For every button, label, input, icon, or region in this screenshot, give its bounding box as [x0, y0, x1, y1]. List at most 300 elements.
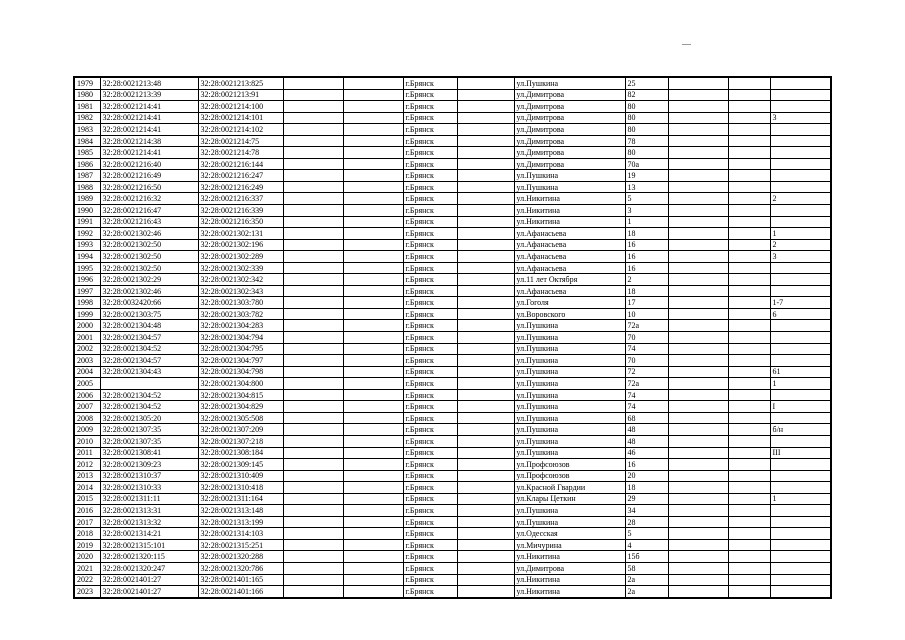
house-number-cell: 48 — [625, 424, 668, 436]
table-row — [74, 528, 831, 540]
cadastral-number-cell: 32:28:0021304:815 — [198, 389, 283, 401]
apartment-cell — [770, 482, 831, 494]
empty-cell — [668, 262, 728, 274]
cadastral-number-cell: 32:28:0021304:797 — [198, 355, 283, 367]
street-cell: ул.Димитрова — [514, 112, 625, 124]
empty-cell — [343, 355, 403, 367]
table-row — [74, 112, 831, 124]
house-number-cell: 18 — [625, 228, 668, 240]
row-number-cell: 1985 — [74, 147, 100, 159]
cadastral-number-cell: 32:28:0021309:145 — [198, 459, 283, 471]
empty-cell — [728, 135, 770, 147]
empty-cell — [668, 562, 728, 574]
street-cell: ул.Воровского — [514, 308, 625, 320]
empty-cell — [728, 435, 770, 447]
empty-cell — [668, 205, 728, 217]
empty-cell — [283, 124, 343, 136]
apartment-cell: 1-7 — [770, 297, 831, 309]
street-cell: ул.Гоголя — [514, 297, 625, 309]
empty-cell — [668, 412, 728, 424]
table-row — [74, 493, 831, 505]
empty-cell — [668, 493, 728, 505]
city-cell: г.Брянск — [403, 205, 457, 217]
empty-cell — [343, 366, 403, 378]
empty-cell — [457, 251, 514, 263]
empty-cell — [343, 147, 403, 159]
empty-cell — [457, 193, 514, 205]
empty-cell — [283, 308, 343, 320]
row-number-cell: 1982 — [74, 112, 100, 124]
empty-cell — [728, 389, 770, 401]
empty-cell — [668, 516, 728, 528]
empty-cell — [668, 366, 728, 378]
table-row — [74, 205, 831, 217]
empty-cell — [283, 447, 343, 459]
cadastral-block-cell: 32:28:0021216:40 — [100, 158, 198, 170]
street-cell: ул.Пушкина — [514, 447, 625, 459]
cadastral-number-cell: 32:28:0021308:184 — [198, 447, 283, 459]
city-cell: г.Брянск — [403, 251, 457, 263]
cadastral-number-cell: 32:28:0021401:165 — [198, 574, 283, 586]
empty-cell — [283, 147, 343, 159]
house-number-cell: 19 — [625, 170, 668, 182]
empty-cell — [457, 308, 514, 320]
cadastral-block-cell: 32:28:0021315:101 — [100, 539, 198, 551]
apartment-cell: I — [770, 401, 831, 413]
cadastral-number-cell: 32:28:0021216:247 — [198, 170, 283, 182]
table-row — [74, 239, 831, 251]
empty-cell — [343, 320, 403, 332]
empty-cell — [668, 539, 728, 551]
table-row — [74, 77, 831, 89]
cadastral-number-cell: 32:28:0021303:782 — [198, 308, 283, 320]
empty-cell — [343, 435, 403, 447]
street-cell: ул.Пушкина — [514, 401, 625, 413]
empty-cell — [343, 539, 403, 551]
table-row — [74, 285, 831, 297]
table-row — [74, 297, 831, 309]
row-number-cell: 1987 — [74, 170, 100, 182]
table-row — [74, 147, 831, 159]
street-cell: ул.Димитрова — [514, 158, 625, 170]
empty-cell — [668, 239, 728, 251]
cadastral-block-cell: 32:28:0021216:50 — [100, 181, 198, 193]
empty-cell — [283, 170, 343, 182]
empty-cell — [343, 262, 403, 274]
empty-cell — [283, 586, 343, 598]
cadastral-number-cell: 32:28:0021213:825 — [198, 77, 283, 89]
cadastral-block-cell: 32:28:0021304:52 — [100, 389, 198, 401]
empty-cell — [728, 285, 770, 297]
apartment-cell — [770, 158, 831, 170]
empty-cell — [668, 228, 728, 240]
empty-cell — [668, 551, 728, 563]
cadastral-number-cell: 32:28:0021304:795 — [198, 343, 283, 355]
empty-cell — [283, 389, 343, 401]
empty-cell — [728, 412, 770, 424]
empty-cell — [728, 493, 770, 505]
empty-cell — [343, 112, 403, 124]
city-cell: г.Брянск — [403, 112, 457, 124]
empty-cell — [343, 77, 403, 89]
cadastral-number-cell: 32:28:0021310:409 — [198, 470, 283, 482]
register-table — [73, 76, 832, 599]
cadastral-block-cell: 32:28:0021214:41 — [100, 101, 198, 113]
apartment-cell — [770, 205, 831, 217]
table-row — [74, 424, 831, 436]
house-number-cell: 58 — [625, 562, 668, 574]
table-row — [74, 320, 831, 332]
empty-cell — [457, 435, 514, 447]
cadastral-number-cell: 32:28:0021302:196 — [198, 239, 283, 251]
empty-cell — [343, 493, 403, 505]
empty-cell — [457, 320, 514, 332]
street-cell: ул.Димитрова — [514, 101, 625, 113]
cadastral-number-cell: 32:28:0021310:418 — [198, 482, 283, 494]
empty-cell — [668, 389, 728, 401]
empty-cell — [283, 539, 343, 551]
empty-cell — [728, 505, 770, 517]
house-number-cell: 72а — [625, 320, 668, 332]
cadastral-number-cell: 32:28:0021313:199 — [198, 516, 283, 528]
table-row — [74, 343, 831, 355]
cadastral-number-cell: 32:28:0021216:339 — [198, 205, 283, 217]
empty-cell — [668, 112, 728, 124]
table-row — [74, 401, 831, 413]
empty-cell — [457, 262, 514, 274]
empty-cell — [728, 77, 770, 89]
cadastral-block-cell: 32:28:0021216:47 — [100, 205, 198, 217]
empty-cell — [457, 228, 514, 240]
empty-cell — [283, 401, 343, 413]
cadastral-number-cell: 32:28:0021320:288 — [198, 551, 283, 563]
house-number-cell: 28 — [625, 516, 668, 528]
empty-cell — [457, 493, 514, 505]
empty-cell — [283, 193, 343, 205]
empty-cell — [728, 366, 770, 378]
city-cell: г.Брянск — [403, 89, 457, 101]
apartment-cell — [770, 551, 831, 563]
empty-cell — [343, 505, 403, 517]
empty-cell — [343, 378, 403, 390]
row-number-cell: 2022 — [74, 574, 100, 586]
street-cell: ул.Афанасьева — [514, 228, 625, 240]
table-row — [74, 516, 831, 528]
table-row — [74, 355, 831, 367]
city-cell: г.Брянск — [403, 366, 457, 378]
cadastral-block-cell: 32:28:0021304:57 — [100, 332, 198, 344]
apartment-cell — [770, 181, 831, 193]
city-cell: г.Брянск — [403, 401, 457, 413]
empty-cell — [343, 124, 403, 136]
house-number-cell: 80 — [625, 101, 668, 113]
street-cell: ул.Пушкина — [514, 389, 625, 401]
cadastral-number-cell: 32:28:0021304:798 — [198, 366, 283, 378]
cadastral-block-cell: 32:28:0021302:46 — [100, 285, 198, 297]
table-row — [74, 470, 831, 482]
empty-cell — [343, 274, 403, 286]
city-cell: г.Брянск — [403, 332, 457, 344]
cadastral-number-cell: 32:28:0021214:75 — [198, 135, 283, 147]
apartment-cell — [770, 528, 831, 540]
city-cell: г.Брянск — [403, 493, 457, 505]
apartment-cell: 6 — [770, 308, 831, 320]
row-number-cell: 2000 — [74, 320, 100, 332]
street-cell: ул.Афанасьева — [514, 239, 625, 251]
city-cell: г.Брянск — [403, 135, 457, 147]
empty-cell — [283, 366, 343, 378]
cadastral-block-cell: 32:28:0021305:20 — [100, 412, 198, 424]
cadastral-block-cell: 32:28:0021302:50 — [100, 239, 198, 251]
cadastral-block-cell: 32:28:0021216:43 — [100, 216, 198, 228]
apartment-cell — [770, 539, 831, 551]
city-cell: г.Брянск — [403, 470, 457, 482]
empty-cell — [728, 562, 770, 574]
empty-cell — [283, 562, 343, 574]
empty-cell — [283, 459, 343, 471]
empty-cell — [668, 308, 728, 320]
apartment-cell — [770, 320, 831, 332]
cadastral-block-cell — [100, 378, 198, 390]
cadastral-block-cell: 32:28:0021313:31 — [100, 505, 198, 517]
cadastral-block-cell: 32:28:0021313:32 — [100, 516, 198, 528]
empty-cell — [283, 551, 343, 563]
city-cell: г.Брянск — [403, 355, 457, 367]
street-cell: ул.Никитина — [514, 574, 625, 586]
street-cell: ул.Никитина — [514, 551, 625, 563]
city-cell: г.Брянск — [403, 158, 457, 170]
empty-cell — [668, 528, 728, 540]
street-cell: ул.Никитина — [514, 193, 625, 205]
row-number-cell: 2014 — [74, 482, 100, 494]
empty-cell — [343, 447, 403, 459]
empty-cell — [457, 447, 514, 459]
apartment-cell — [770, 170, 831, 182]
empty-cell — [283, 528, 343, 540]
empty-cell — [283, 181, 343, 193]
row-number-cell: 1996 — [74, 274, 100, 286]
table-row — [74, 158, 831, 170]
empty-cell — [668, 251, 728, 263]
empty-cell — [343, 251, 403, 263]
empty-cell — [728, 147, 770, 159]
empty-cell — [283, 355, 343, 367]
empty-cell — [457, 482, 514, 494]
house-number-cell: 18 — [625, 285, 668, 297]
row-number-cell: 2006 — [74, 389, 100, 401]
row-number-cell: 2021 — [74, 562, 100, 574]
cadastral-number-cell: 32:28:0021213:91 — [198, 89, 283, 101]
house-number-cell: 70 — [625, 355, 668, 367]
cadastral-number-cell: 32:28:0021307:218 — [198, 435, 283, 447]
apartment-cell — [770, 562, 831, 574]
apartment-cell: 61 — [770, 366, 831, 378]
row-number-cell: 2003 — [74, 355, 100, 367]
cadastral-number-cell: 32:28:0021304:794 — [198, 332, 283, 344]
table-row — [74, 228, 831, 240]
street-cell: ул.Пушкина — [514, 320, 625, 332]
cadastral-block-cell: 32:28:0021304:57 — [100, 355, 198, 367]
row-number-cell: 1999 — [74, 308, 100, 320]
house-number-cell: 72а — [625, 378, 668, 390]
cadastral-block-cell: 32:28:0021302:29 — [100, 274, 198, 286]
empty-cell — [668, 77, 728, 89]
empty-cell — [283, 112, 343, 124]
cadastral-number-cell: 32:28:0021314:103 — [198, 528, 283, 540]
cadastral-block-cell: 32:28:0021310:33 — [100, 482, 198, 494]
city-cell: г.Брянск — [403, 389, 457, 401]
house-number-cell: 82 — [625, 89, 668, 101]
city-cell: г.Брянск — [403, 147, 457, 159]
street-cell: ул.Пушкина — [514, 435, 625, 447]
row-number-cell: 2023 — [74, 586, 100, 598]
table-row — [74, 562, 831, 574]
empty-cell — [343, 205, 403, 217]
empty-cell — [283, 101, 343, 113]
empty-cell — [457, 401, 514, 413]
city-cell: г.Брянск — [403, 124, 457, 136]
empty-cell — [668, 147, 728, 159]
table-row — [74, 181, 831, 193]
empty-cell — [457, 239, 514, 251]
empty-cell — [728, 262, 770, 274]
empty-cell — [668, 435, 728, 447]
table-row — [74, 274, 831, 286]
cadastral-number-cell: 32:28:0021315:251 — [198, 539, 283, 551]
empty-cell — [343, 297, 403, 309]
row-number-cell: 2019 — [74, 539, 100, 551]
street-cell: ул.Димитрова — [514, 135, 625, 147]
street-cell: ул.Пушкина — [514, 355, 625, 367]
cadastral-number-cell: 32:28:0021304:829 — [198, 401, 283, 413]
row-number-cell: 1988 — [74, 181, 100, 193]
table-row — [74, 308, 831, 320]
street-cell: ул.Профсоюзов — [514, 470, 625, 482]
empty-cell — [668, 459, 728, 471]
empty-cell — [283, 262, 343, 274]
empty-cell — [668, 124, 728, 136]
cadastral-block-cell: 32:28:0021320:115 — [100, 551, 198, 563]
empty-cell — [343, 308, 403, 320]
empty-cell — [283, 205, 343, 217]
city-cell: г.Брянск — [403, 343, 457, 355]
empty-cell — [283, 320, 343, 332]
city-cell: г.Брянск — [403, 297, 457, 309]
empty-cell — [728, 112, 770, 124]
empty-cell — [728, 355, 770, 367]
cadastral-number-cell: 32:28:0021320:786 — [198, 562, 283, 574]
empty-cell — [728, 424, 770, 436]
cadastral-block-cell: 32:28:0021401:27 — [100, 586, 198, 598]
cadastral-block-cell: 32:28:0021304:43 — [100, 366, 198, 378]
empty-cell — [343, 459, 403, 471]
empty-cell — [457, 528, 514, 540]
empty-cell — [728, 193, 770, 205]
empty-cell — [728, 378, 770, 390]
empty-cell — [283, 493, 343, 505]
row-number-cell: 1983 — [74, 124, 100, 136]
house-number-cell: 1 — [625, 216, 668, 228]
house-number-cell: 29 — [625, 493, 668, 505]
cadastral-number-cell: 32:28:0021302:339 — [198, 262, 283, 274]
empty-cell — [283, 135, 343, 147]
empty-cell — [668, 586, 728, 598]
table-row — [74, 505, 831, 517]
empty-cell — [668, 285, 728, 297]
table-row — [74, 586, 831, 598]
empty-cell — [728, 574, 770, 586]
city-cell: г.Брянск — [403, 101, 457, 113]
empty-cell — [283, 482, 343, 494]
table-row — [74, 574, 831, 586]
street-cell: ул.Димитрова — [514, 124, 625, 136]
apartment-cell — [770, 124, 831, 136]
empty-cell — [457, 459, 514, 471]
house-number-cell: 20 — [625, 470, 668, 482]
empty-cell — [343, 285, 403, 297]
apartment-cell — [770, 216, 831, 228]
empty-cell — [457, 389, 514, 401]
empty-cell — [343, 170, 403, 182]
empty-cell — [343, 574, 403, 586]
empty-cell — [668, 181, 728, 193]
street-cell: ул.Пушкина — [514, 412, 625, 424]
row-number-cell: 1990 — [74, 205, 100, 217]
house-number-cell: 17 — [625, 297, 668, 309]
empty-cell — [283, 228, 343, 240]
apartment-cell: б/н — [770, 424, 831, 436]
empty-cell — [343, 516, 403, 528]
row-number-cell: 2017 — [74, 516, 100, 528]
street-cell: ул.Пушкина — [514, 424, 625, 436]
house-number-cell: 74 — [625, 389, 668, 401]
empty-cell — [283, 297, 343, 309]
row-number-cell: 2011 — [74, 447, 100, 459]
empty-cell — [457, 586, 514, 598]
street-cell: ул.Клары Цеткин — [514, 493, 625, 505]
empty-cell — [457, 516, 514, 528]
empty-cell — [457, 170, 514, 182]
empty-cell — [457, 355, 514, 367]
empty-cell — [343, 470, 403, 482]
empty-cell — [343, 228, 403, 240]
cadastral-number-cell: 32:28:0021303:780 — [198, 297, 283, 309]
cadastral-number-cell: 32:28:0021214:102 — [198, 124, 283, 136]
street-cell: ул.Никитина — [514, 586, 625, 598]
city-cell: г.Брянск — [403, 574, 457, 586]
empty-cell — [343, 239, 403, 251]
street-cell: ул.Димитрова — [514, 562, 625, 574]
empty-cell — [457, 551, 514, 563]
apartment-cell — [770, 147, 831, 159]
house-number-cell: 10 — [625, 308, 668, 320]
scan-artifact-mark — [682, 44, 691, 45]
empty-cell — [343, 181, 403, 193]
cadastral-block-cell: 32:28:0021310:37 — [100, 470, 198, 482]
empty-cell — [728, 470, 770, 482]
empty-cell — [283, 378, 343, 390]
empty-cell — [668, 297, 728, 309]
empty-cell — [457, 505, 514, 517]
empty-cell — [343, 101, 403, 113]
cadastral-number-cell: 32:28:0021304:800 — [198, 378, 283, 390]
row-number-cell: 1980 — [74, 89, 100, 101]
row-number-cell: 2015 — [74, 493, 100, 505]
city-cell: г.Брянск — [403, 424, 457, 436]
apartment-cell — [770, 412, 831, 424]
street-cell: ул.Афанасьева — [514, 251, 625, 263]
apartment-cell — [770, 516, 831, 528]
